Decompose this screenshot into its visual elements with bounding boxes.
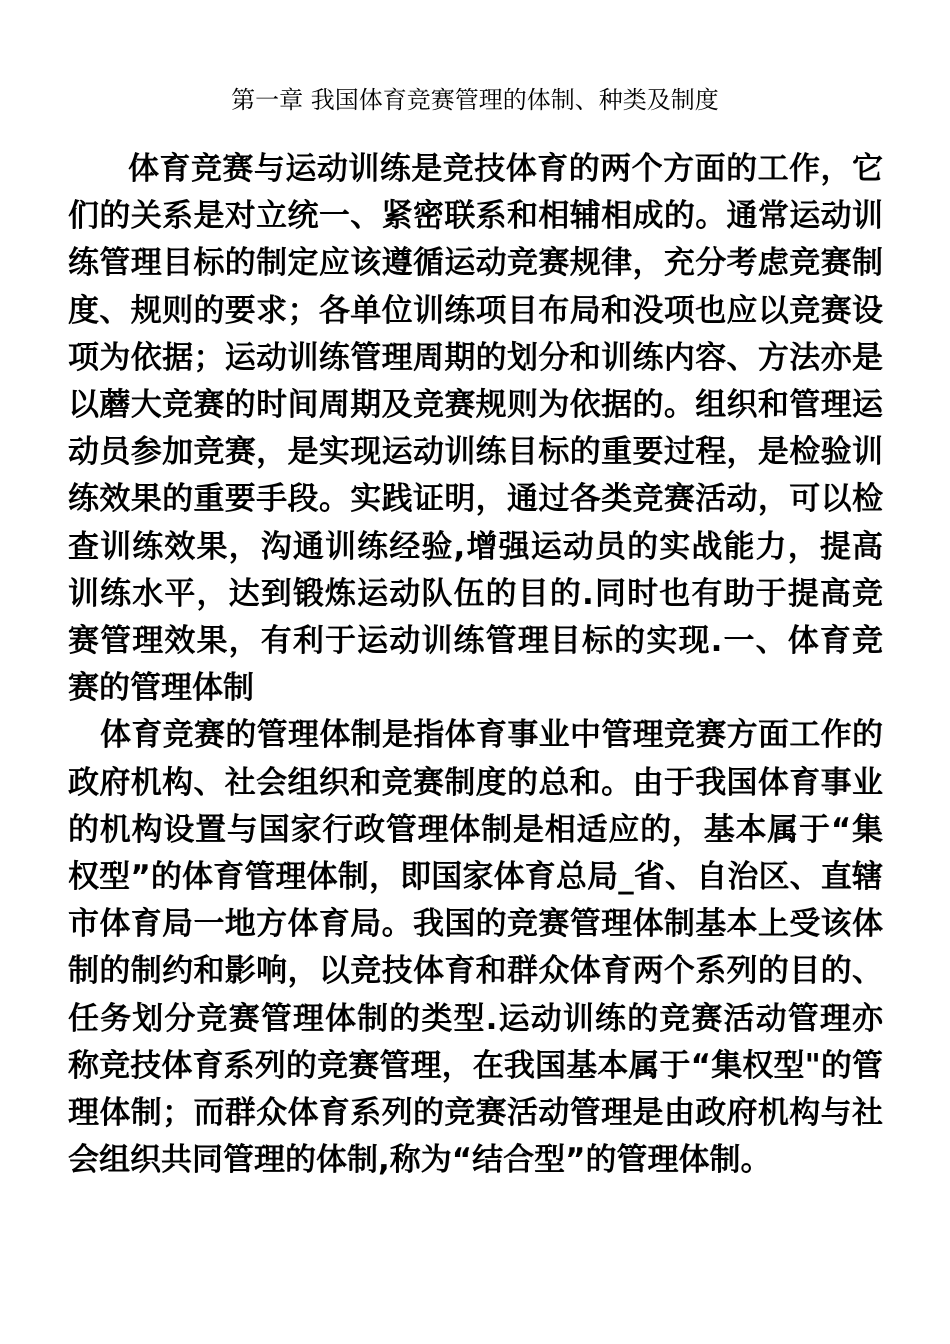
paragraph-intro: 体育竞赛与运动训练是竞技体育的两个方面的工作，它们的关系是对立统一、紧密联系和相辅相成的。通常运动训练管理目标的制定应该遵循运动竞赛规律，充分考虑竞赛制度、规则的要求；各单位训练项目布局和没项也应以竞赛设项为依据；运动训练管理周期的划分和训练内容、方法亦是以蘑大竞赛的时间周期及竞赛规则为依据的。组织和管理运动员参加竞赛，是实现运动训练目标的重要过程，是检验训练效果的重要手段。实践证明，通过各类竞赛活动，可以检查训练效果，沟通训练经验,增强运动员的实战能力，提高训练水平，达到锻炼运动队伍的目的.同时也有助于提高竞赛管理效果，有利于运动训练管理目标的实现.一、体育竞赛的管理体制 — [68, 151, 883, 707]
document-body — [68, 146, 883, 1184]
paragraph-management-system: 体育竞赛的管理体制是指体育事业中管理竞赛方面工作的政府机构、社会组织和竞赛制度的总和。由于我国体育事业的机构设置与国家行政管理体制是相适应的，基本属于“集权型”的体育管理体制，即国家体育总局_省、自治区、直辖市体育局一地方体育局。我国的竞赛管理体制基本上受该体制的制约和影响，以竞技体育和群众体育两个系列的目的、任务划分竞赛管理体制的类型.运动训练的竞赛活动管理亦称竞技体育系列的竞赛管理，在我国基本属于“集权型"的管理体制；而群众体育系列的竞赛活动管理是由政府机构与社会组织共同管理的体制,称为“结合型”的管理体制。 — [68, 717, 883, 1179]
chapter-title: 第一章 我国体育竞赛管理的体制、种类及制度 — [231, 86, 719, 114]
